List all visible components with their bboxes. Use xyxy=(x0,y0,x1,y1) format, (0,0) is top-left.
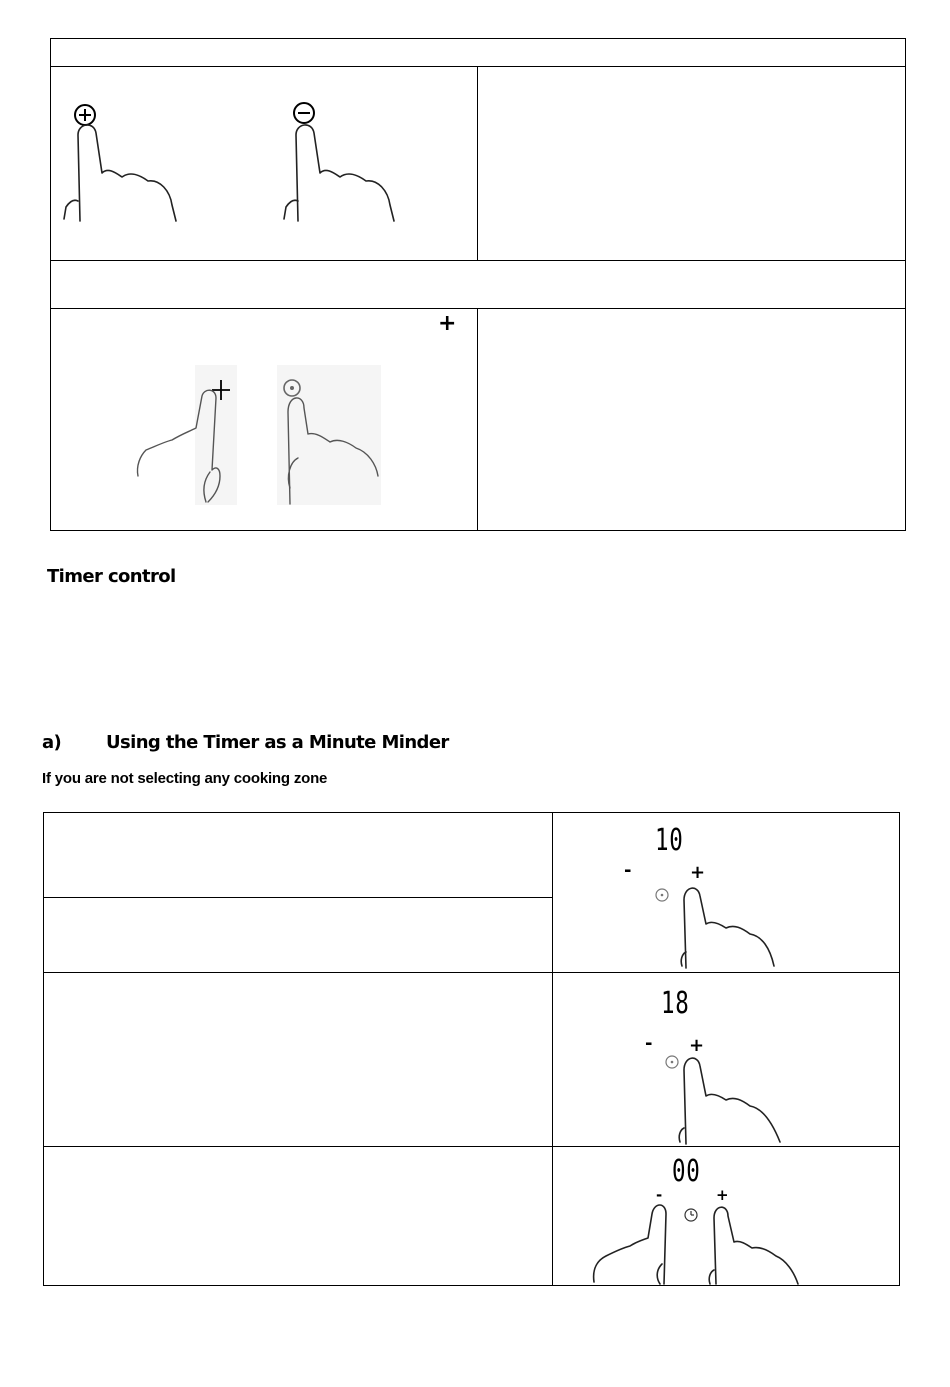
timer-display-step-1: 10 xyxy=(655,823,684,858)
minute-minder-letter: a) xyxy=(42,732,62,753)
minus-symbol: - xyxy=(656,1186,663,1204)
right-hand-pressing-plus-icon xyxy=(706,1200,806,1286)
plus-symbol: + xyxy=(689,1035,705,1056)
hand-pressing-minus-together-icon xyxy=(276,372,386,507)
timer-control-heading: Timer control xyxy=(47,566,176,587)
timer-clock-icon xyxy=(655,888,669,902)
timer-display-step-3: 00 xyxy=(672,1154,701,1189)
hand-pressing-plus-icon xyxy=(676,1050,788,1146)
table-divider xyxy=(43,897,553,898)
hand-pressing-plus-icon xyxy=(60,95,190,225)
hand-pressing-plus-icon xyxy=(678,880,790,972)
table-divider xyxy=(552,812,553,1286)
hand-pressing-minus-icon xyxy=(280,95,410,225)
plus-symbol: + xyxy=(438,311,457,336)
timer-clock-icon xyxy=(684,1208,698,1222)
table-divider xyxy=(50,308,906,309)
minute-minder-subtitle: If you are not selecting any cooking zone xyxy=(42,770,328,787)
left-hand-pressing-minus-icon xyxy=(590,1200,680,1286)
minus-symbol: - xyxy=(645,1033,653,1054)
table-divider xyxy=(43,972,900,973)
hand-pressing-plus-together-icon xyxy=(130,372,240,507)
table-divider xyxy=(43,1146,900,1147)
minus-symbol: - xyxy=(624,860,632,881)
table-divider xyxy=(477,66,478,261)
table-divider xyxy=(477,308,478,531)
table-divider xyxy=(50,66,906,67)
minute-minder-heading: Using the Timer as a Minute Minder xyxy=(106,732,449,753)
plus-symbol: + xyxy=(716,1186,729,1204)
timer-display-step-2: 18 xyxy=(661,986,690,1021)
plus-symbol: + xyxy=(690,862,706,883)
table-divider xyxy=(50,260,906,261)
